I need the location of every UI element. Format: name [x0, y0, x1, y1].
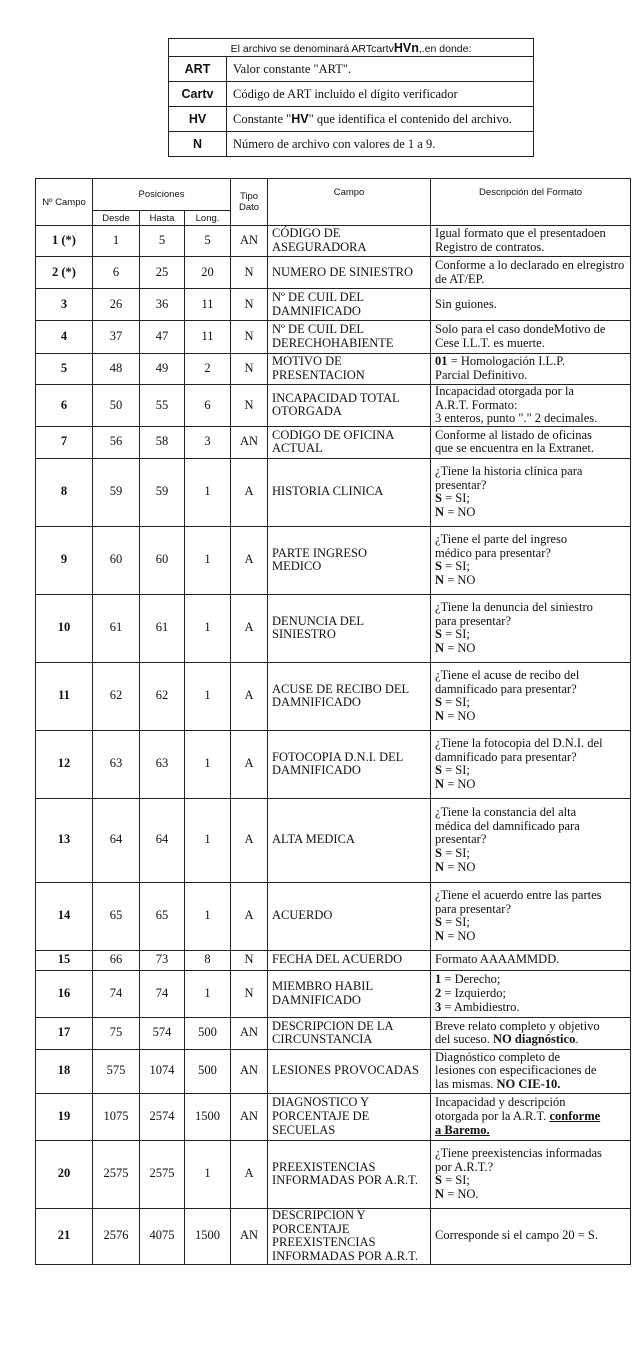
field-number: 3	[36, 289, 93, 321]
position-desde: 6	[93, 257, 140, 289]
description-segment: Conforme a lo declarado en el	[435, 257, 587, 272]
position-hasta: 58	[140, 426, 185, 458]
description-segment: = SI;	[441, 695, 470, 710]
position-desde: 1075	[93, 1093, 140, 1140]
description-segment: = NO	[444, 859, 476, 874]
data-type: A	[231, 594, 268, 662]
position-long: 1	[185, 798, 231, 882]
description-segment: N	[435, 708, 445, 723]
description-segment: en Registro de contratos.	[435, 226, 606, 254]
field-name: FOTOCOPIA D.N.I. DEL DAMNIFICADO	[268, 730, 431, 798]
field-name: DESCRIPCION DE LA CIRCUNSTANCIA	[268, 1017, 431, 1049]
description-segment: N	[435, 1186, 445, 1201]
format-description	[431, 385, 631, 427]
header-tipo-dato: Tipo Dato	[231, 179, 268, 226]
position-desde: 59	[93, 458, 140, 526]
data-type: N	[231, 950, 268, 970]
description-segment: Motivo de Cese I.L.T. es muerte.	[435, 322, 606, 350]
header-campo: Campo	[268, 179, 431, 226]
description-segment: médico para presentar?	[435, 545, 551, 560]
format-description	[431, 257, 631, 289]
data-type: AN	[231, 226, 268, 257]
description-segment: = SI;	[441, 559, 470, 574]
position-desde: 50	[93, 385, 140, 427]
description-segment: Breve relato completo y objetivo	[435, 1018, 600, 1033]
field-number: 13	[36, 798, 93, 882]
naming-row-art	[169, 57, 534, 82]
field-name: NUMERO DE SINIESTRO	[268, 257, 431, 289]
position-desde: 48	[93, 354, 140, 385]
position-hasta: 73	[140, 950, 185, 970]
data-type: A	[231, 458, 268, 526]
description-segment: Igual formato que el presentado	[435, 226, 594, 241]
naming-row-cartv	[169, 82, 534, 107]
header-hasta: Hasta	[140, 211, 185, 226]
description-segment: = Derecho;	[441, 972, 501, 987]
description-segment: .	[575, 1032, 579, 1047]
position-long: 5	[185, 226, 231, 257]
naming-value	[227, 107, 534, 132]
description-segment: S	[435, 763, 442, 778]
naming-key: Cartv	[169, 82, 227, 107]
description-segment: N	[435, 640, 445, 655]
description-segment: lesiones con especificaciones de	[435, 1063, 597, 1078]
position-long: 1	[185, 970, 231, 1017]
description-segment: Incapacidad otorgada por la	[435, 384, 574, 398]
description-segment: presentar?	[435, 477, 487, 492]
position-hasta: 59	[140, 458, 185, 526]
position-long: 500	[185, 1017, 231, 1049]
field-name: PREEXISTENCIAS INFORMADAS POR A.R.T.	[268, 1140, 431, 1208]
position-hasta: 60	[140, 526, 185, 594]
header-desde: Desde	[93, 211, 140, 226]
position-hasta: 5	[140, 226, 185, 257]
field-number: 17	[36, 1017, 93, 1049]
format-description	[431, 950, 631, 970]
description-segment: = SI;	[441, 763, 470, 778]
format-description	[431, 730, 631, 798]
naming-row-n	[169, 132, 534, 157]
description-segment: Corresponde si el campo 20 = S.	[435, 1228, 598, 1243]
position-desde: 26	[93, 289, 140, 321]
table-row	[36, 257, 631, 289]
description-segment: N	[435, 928, 445, 943]
field-rows	[36, 226, 631, 1265]
position-hasta: 64	[140, 798, 185, 882]
description-segment: ¿Tiene el parte del ingreso	[435, 532, 568, 547]
data-type: N	[231, 289, 268, 321]
description-segment: registro de AT/EP.	[435, 257, 625, 286]
position-hasta: 55	[140, 385, 185, 427]
description-segment: para presentar?	[435, 613, 512, 628]
position-long: 1	[185, 458, 231, 526]
format-description	[431, 798, 631, 882]
description-segment: 3 enteros, punto "." 2 decimales.	[435, 411, 598, 426]
position-desde: 37	[93, 321, 140, 354]
format-description	[431, 526, 631, 594]
description-segment: presentar?	[435, 832, 487, 847]
header-long: Long.	[185, 211, 231, 226]
description-segment: = SI;	[441, 846, 470, 861]
position-desde: 65	[93, 882, 140, 950]
naming-value-suffix: " que identifica el contenido del archivo.	[308, 111, 512, 126]
description-segment: ¿Tiene el acuerdo entre las partes	[435, 888, 602, 903]
format-description	[431, 289, 631, 321]
description-segment: NO CIE-10.	[496, 1077, 561, 1092]
file-naming-table	[168, 38, 534, 157]
data-type: AN	[231, 1093, 268, 1140]
description-segment: Sin guiones.	[435, 296, 497, 311]
data-type: N	[231, 257, 268, 289]
data-type: N	[231, 354, 268, 385]
table-row	[36, 354, 631, 385]
naming-key: ART	[169, 57, 227, 82]
naming-row-hv	[169, 107, 534, 132]
description-segment: S	[435, 559, 442, 574]
description-segment: = SI;	[441, 491, 470, 506]
field-name: Nº DE CUIL DEL DAMNIFICADO	[268, 289, 431, 321]
field-name: Nº DE CUIL DEL DERECHOHABIENTE	[268, 321, 431, 354]
description-segment: 2	[435, 985, 442, 1000]
data-type: A	[231, 662, 268, 730]
field-number: 5	[36, 354, 93, 385]
data-type: AN	[231, 1049, 268, 1093]
field-name: DIAGNOSTICO Y PORCENTAJE DE SECUELAS	[268, 1093, 431, 1140]
format-description	[431, 1017, 631, 1049]
position-hasta: 47	[140, 321, 185, 354]
field-layout-table	[35, 178, 631, 1265]
data-type: N	[231, 321, 268, 354]
header-descripcion: Descripción del Formato	[431, 179, 631, 226]
description-segment: damnificado para presentar?	[435, 681, 577, 696]
table-row	[36, 950, 631, 970]
description-segment: médica del damnificado para	[435, 818, 580, 833]
description-segment: otorgada por la A.R.T.	[435, 1108, 550, 1123]
naming-key: HV	[169, 107, 227, 132]
description-segment: 1	[435, 972, 442, 987]
description-segment: S	[435, 846, 442, 861]
position-hasta: 2574	[140, 1093, 185, 1140]
field-number: 12	[36, 730, 93, 798]
field-name: ALTA MEDICA	[268, 798, 431, 882]
position-desde: 74	[93, 970, 140, 1017]
position-hasta: 2575	[140, 1140, 185, 1208]
position-desde: 61	[93, 594, 140, 662]
description-segment: = SI;	[441, 915, 470, 930]
field-name: INCAPACIDAD TOTAL OTORGADA	[268, 385, 431, 427]
header-campo-num: Nº Campo	[36, 179, 93, 226]
position-long: 1	[185, 1140, 231, 1208]
file-naming-header-bold: HVn	[393, 40, 419, 55]
field-number: 8	[36, 458, 93, 526]
position-long: 2	[185, 354, 231, 385]
data-type: A	[231, 1140, 268, 1208]
description-segment: conforme	[549, 1108, 601, 1123]
field-number: 11	[36, 662, 93, 730]
description-segment: del suceso.	[435, 1032, 494, 1047]
description-segment: = NO	[444, 708, 476, 723]
description-segment: por A.R.T.?	[435, 1159, 494, 1174]
field-number: 6	[36, 385, 93, 427]
position-long: 20	[185, 257, 231, 289]
field-name: CODIGO DE OFICINA ACTUAL	[268, 426, 431, 458]
format-description	[431, 354, 631, 385]
description-segment: damnificado para presentar?	[435, 749, 577, 764]
description-segment: N	[435, 504, 445, 519]
naming-value-bold: HV	[291, 111, 309, 126]
position-long: 1	[185, 882, 231, 950]
description-segment: = Izquierdo;	[441, 985, 506, 1000]
description-segment: = SI;	[441, 627, 470, 642]
position-long: 1	[185, 730, 231, 798]
description-segment: N	[435, 859, 445, 874]
description-segment: S	[435, 695, 442, 710]
data-type: N	[231, 385, 268, 427]
field-name: ACUSE DE RECIBO DEL DAMNIFICADO	[268, 662, 431, 730]
description-segment: 3	[435, 999, 442, 1014]
data-type: A	[231, 730, 268, 798]
position-long: 1	[185, 526, 231, 594]
field-number: 14	[36, 882, 93, 950]
description-segment: Conforme al listado de oficinas	[435, 427, 592, 442]
position-hasta: 65	[140, 882, 185, 950]
position-hasta: 62	[140, 662, 185, 730]
format-description	[431, 226, 631, 257]
description-segment: que se encuentra en la Extranet.	[435, 441, 594, 456]
data-type: N	[231, 970, 268, 1017]
field-number: 7	[36, 426, 93, 458]
field-name: DENUNCIA DEL SINIESTRO	[268, 594, 431, 662]
position-hasta: 49	[140, 354, 185, 385]
position-long: 1500	[185, 1208, 231, 1264]
data-type: AN	[231, 1017, 268, 1049]
field-name: LESIONES PROVOCADAS	[268, 1049, 431, 1093]
field-number: 10	[36, 594, 93, 662]
position-desde: 66	[93, 950, 140, 970]
position-desde: 60	[93, 526, 140, 594]
description-segment: para presentar?	[435, 901, 512, 916]
description-segment: = NO	[444, 928, 476, 943]
description-segment: Diagnóstico completo de	[435, 1049, 561, 1064]
description-segment: S	[435, 627, 442, 642]
table-row	[36, 882, 631, 950]
description-segment: ¿Tiene la fotocopia del D.N.I. del	[435, 736, 603, 751]
position-long: 1500	[185, 1093, 231, 1140]
description-segment: N	[435, 776, 445, 791]
description-segment: a Baremo.	[435, 1122, 490, 1137]
table-row	[36, 321, 631, 354]
format-description	[431, 882, 631, 950]
format-description	[431, 1140, 631, 1208]
table-row	[36, 730, 631, 798]
data-type: A	[231, 798, 268, 882]
field-name: HISTORIA CLINICA	[268, 458, 431, 526]
format-description	[431, 1208, 631, 1264]
description-segment: = NO.	[444, 1186, 479, 1201]
format-description	[431, 458, 631, 526]
description-segment: las mismas.	[435, 1077, 497, 1092]
description-segment: = Ambidiestro.	[441, 999, 520, 1014]
data-type: AN	[231, 1208, 268, 1264]
field-number: 1 (*)	[36, 226, 93, 257]
format-description	[431, 1093, 631, 1140]
description-segment: Formato AAAAMMDD.	[435, 952, 560, 967]
field-number: 2 (*)	[36, 257, 93, 289]
description-segment: ¿Tiene la historia clínica para	[435, 464, 583, 479]
position-desde: 63	[93, 730, 140, 798]
position-hasta: 1074	[140, 1049, 185, 1093]
format-description	[431, 321, 631, 354]
table-row	[36, 289, 631, 321]
format-description	[431, 426, 631, 458]
position-long: 500	[185, 1049, 231, 1093]
position-long: 3	[185, 426, 231, 458]
position-hasta: 4075	[140, 1208, 185, 1264]
table-row	[36, 1140, 631, 1208]
table-row	[36, 594, 631, 662]
position-hasta: 61	[140, 594, 185, 662]
description-segment: Solo para el caso donde	[435, 322, 554, 337]
field-number: 18	[36, 1049, 93, 1093]
field-number: 4	[36, 321, 93, 354]
position-desde: 2575	[93, 1140, 140, 1208]
description-segment: = NO	[444, 504, 476, 519]
position-long: 1	[185, 594, 231, 662]
field-name: PARTE INGRESO MEDICO	[268, 526, 431, 594]
description-segment: = NO	[444, 640, 476, 655]
table-row	[36, 1208, 631, 1264]
description-segment: S	[435, 915, 442, 930]
field-name: DESCRIPCION Y PORCENTAJE PREEXISTENCIAS INFORMADAS POR A.R.T.	[268, 1208, 431, 1264]
data-type: AN	[231, 426, 268, 458]
position-long: 8	[185, 950, 231, 970]
position-hasta: 74	[140, 970, 185, 1017]
description-segment: ¿Tiene el acuse de recibo del	[435, 668, 580, 683]
position-long: 11	[185, 289, 231, 321]
description-segment: Parcial Definitivo.	[435, 368, 528, 382]
description-segment: S	[435, 1173, 442, 1188]
position-long: 6	[185, 385, 231, 427]
position-desde: 75	[93, 1017, 140, 1049]
file-naming-header-suffix: ,.en donde:	[418, 42, 472, 55]
description-segment: S	[435, 491, 442, 506]
position-hasta: 63	[140, 730, 185, 798]
description-segment: Incapacidad y descripción	[435, 1095, 566, 1110]
naming-value: Código de ART incluido el dígito verificador	[227, 82, 534, 107]
file-naming-header	[169, 39, 534, 57]
description-segment: N	[435, 572, 445, 587]
table-row	[36, 526, 631, 594]
field-number: 16	[36, 970, 93, 1017]
format-description	[431, 1049, 631, 1093]
table-row	[36, 385, 631, 427]
field-name: CÓDIGO DE ASEGURADORA	[268, 226, 431, 257]
header-posiciones: Posiciones	[93, 179, 231, 211]
table-row	[36, 458, 631, 526]
field-name: MIEMBRO HABIL DAMNIFICADO	[268, 970, 431, 1017]
field-name: ACUERDO	[268, 882, 431, 950]
field-number: 20	[36, 1140, 93, 1208]
description-segment: = SI;	[441, 1173, 470, 1188]
field-name: FECHA DEL ACUERDO	[268, 950, 431, 970]
position-desde: 56	[93, 426, 140, 458]
position-long: 11	[185, 321, 231, 354]
description-segment: A.R.T. Formato:	[435, 397, 518, 412]
position-desde: 575	[93, 1049, 140, 1093]
position-hasta: 574	[140, 1017, 185, 1049]
position-desde: 1	[93, 226, 140, 257]
data-type: A	[231, 526, 268, 594]
position-hasta: 25	[140, 257, 185, 289]
position-desde: 2576	[93, 1208, 140, 1264]
table-row	[36, 1093, 631, 1140]
table-row	[36, 798, 631, 882]
position-hasta: 36	[140, 289, 185, 321]
description-segment: = Homologación I.L.P.	[447, 354, 565, 369]
table-row	[36, 226, 631, 257]
naming-value: Valor constante "ART".	[227, 57, 534, 82]
table-row	[36, 1017, 631, 1049]
field-number: 9	[36, 526, 93, 594]
table-row	[36, 426, 631, 458]
field-number: 21	[36, 1208, 93, 1264]
data-type: A	[231, 882, 268, 950]
field-name: MOTIVO DE PRESENTACION	[268, 354, 431, 385]
table-row	[36, 1049, 631, 1093]
field-number: 19	[36, 1093, 93, 1140]
description-segment: 01	[435, 354, 448, 369]
field-number: 15	[36, 950, 93, 970]
table-row	[36, 662, 631, 730]
position-desde: 64	[93, 798, 140, 882]
description-segment: NO diagnóstico	[493, 1032, 576, 1047]
description-segment: ¿Tiene preexistencias informadas	[435, 1146, 602, 1161]
file-naming-header-prefix: El archivo se denominará ARTcartv	[230, 42, 394, 55]
description-segment: = NO	[444, 572, 476, 587]
description-segment: = NO	[444, 776, 476, 791]
description-segment: ¿Tiene la constancia del alta	[435, 805, 577, 820]
position-desde: 62	[93, 662, 140, 730]
description-segment: ¿Tiene la denuncia del siniestro	[435, 600, 593, 615]
naming-value: Número de archivo con valores de 1 a 9.	[227, 132, 534, 157]
table-row	[36, 970, 631, 1017]
format-description	[431, 970, 631, 1017]
naming-key: N	[169, 132, 227, 157]
naming-value-prefix: Constante "	[233, 111, 292, 126]
format-description	[431, 594, 631, 662]
position-long: 1	[185, 662, 231, 730]
format-description	[431, 662, 631, 730]
